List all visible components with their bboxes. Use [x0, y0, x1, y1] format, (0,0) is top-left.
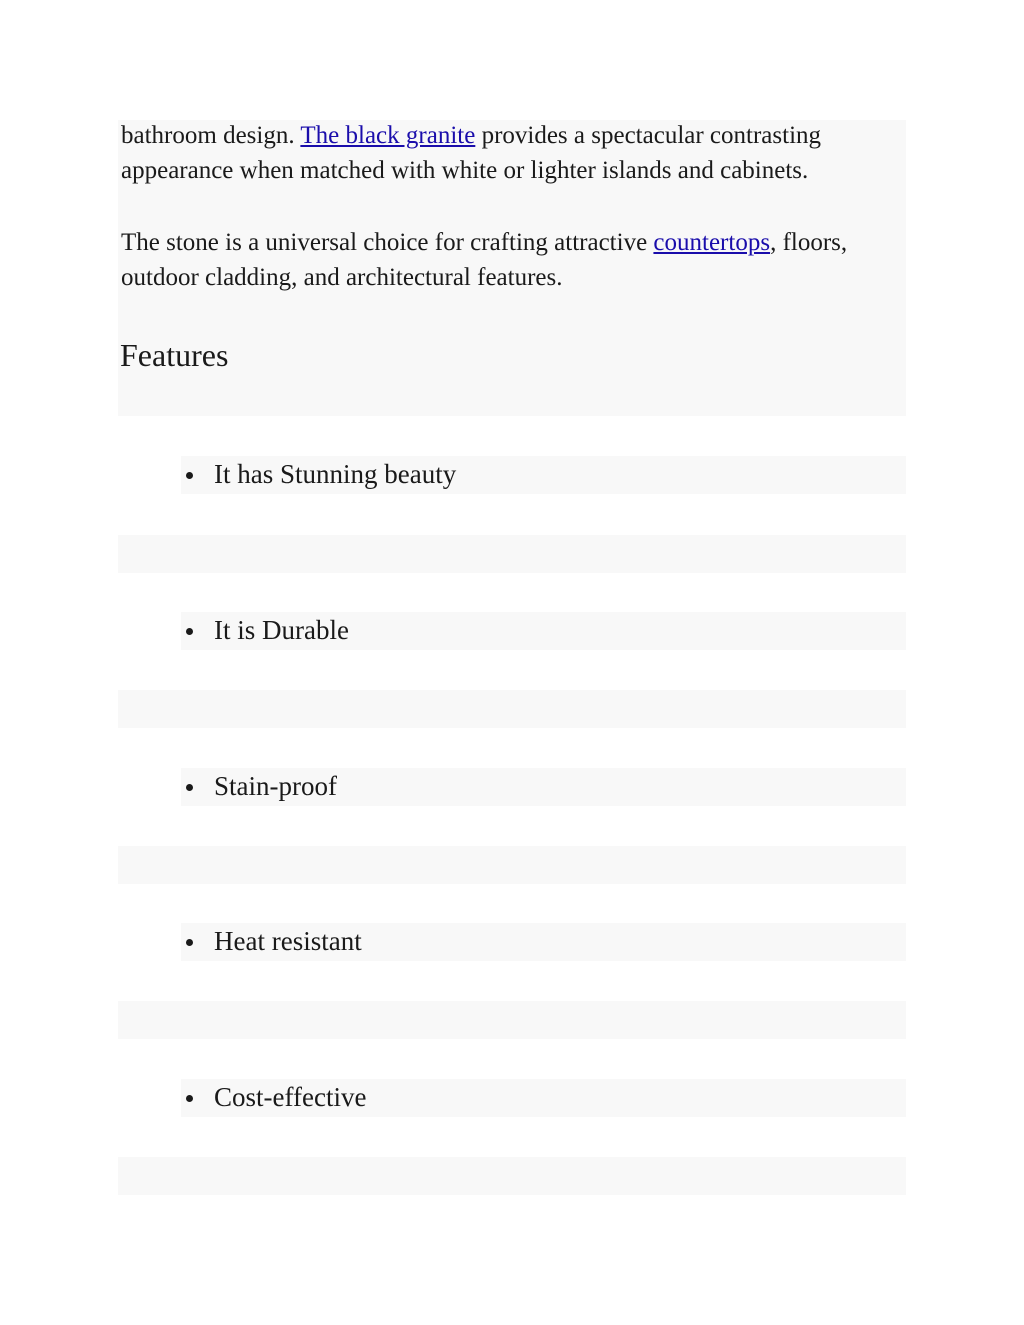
features-heading: Features [120, 337, 229, 373]
bullet-icon [186, 1095, 193, 1102]
list-item [181, 923, 906, 961]
intro-paragraph-2-before: The stone is a universal choice for crafting attractive [121, 229, 654, 256]
bullet-icon [186, 784, 193, 791]
list-item-label: It has Stunning beauty [214, 459, 457, 489]
bullet-icon [186, 939, 193, 946]
list-item [181, 456, 906, 494]
spacer-block [118, 535, 906, 573]
list-item-label: It is Durable [214, 615, 349, 645]
intro-paragraph-2 [121, 225, 906, 295]
spacer-block [118, 690, 906, 728]
intro-paragraph-2-after: , floors, outdoor cladding, and architectural features. [121, 229, 848, 291]
list-item [181, 768, 906, 806]
countertops-link[interactable]: countertops [653, 229, 771, 256]
intro-paragraph-1 [121, 118, 906, 188]
spacer-block [118, 1157, 906, 1195]
list-item-label: Heat resistant [214, 926, 362, 956]
list-item [181, 1079, 906, 1117]
bullet-icon [186, 472, 193, 479]
spacer-block [118, 1001, 906, 1039]
list-item [181, 612, 906, 650]
intro-paragraph-1-after: provides a spectacular contrasting appearance when matched with white or lighter islands and cabinets. [121, 122, 822, 184]
black-granite-link[interactable]: The black granite [300, 122, 476, 149]
list-item-label: Cost-effective [214, 1082, 367, 1112]
intro-paragraph-1-before: bathroom design. [121, 122, 301, 149]
list-item-label: Stain-proof [214, 771, 337, 801]
bullet-icon [186, 628, 193, 635]
spacer-block [118, 846, 906, 884]
